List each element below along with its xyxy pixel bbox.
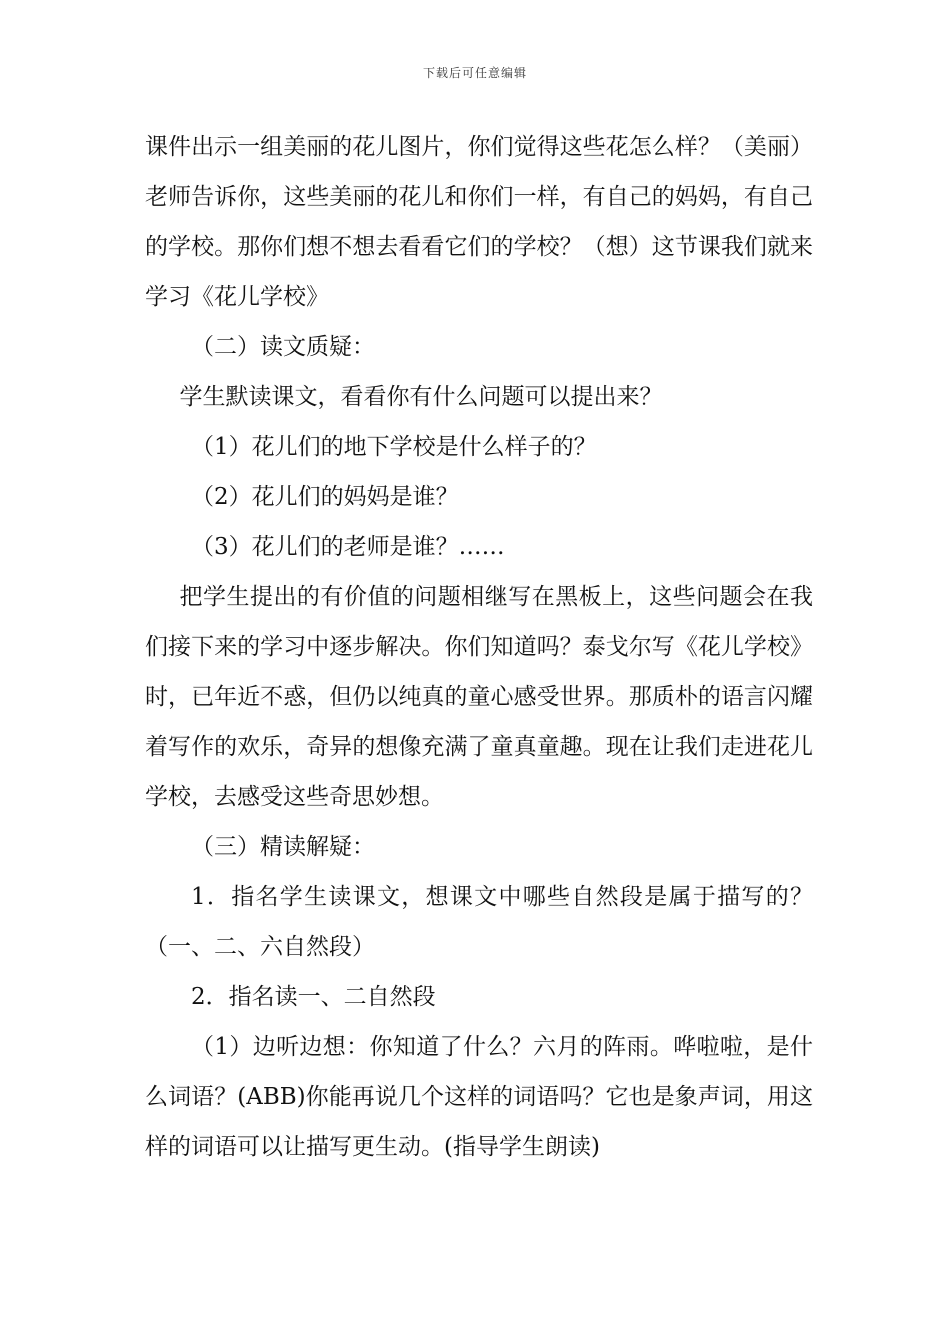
paragraph-silent-reading: 学生默读课文，看看你有什么问题可以提出来？ [179, 384, 663, 410]
document-body [145, 122, 813, 1172]
question-1: （1）花儿们的地下学校是什么样子的？ [191, 434, 597, 460]
question-3: （3）花儿们的老师是谁？…… [191, 534, 505, 560]
step-2-sub-1: （1）边听边想：你知道了什么？六月的阵雨。哗啦啦，是什么词语？(ABB)你能再说几个这样的词语吗？它也是象声词，用这样的词语可以让描写更生动。(指导学生朗读) [145, 1034, 813, 1160]
step-1: 1．指名学生读课文，想课文中哪些自然段是属于描写的？（一、二、六自然段） [145, 884, 813, 960]
page-header: 下载后可任意编辑 [422, 66, 527, 80]
section-heading-3: （三）精读解疑： [191, 834, 375, 860]
paragraph-tagore: 把学生提出的有价值的问题相继写在黑板上，这些问题会在我们接下来的学习中逐步解决。你们知道吗？泰戈尔写《花儿学校》时，已年近不惑，但仍以纯真的童心感受世界。那质朴的语言闪耀着写作的欢乐，奇异的想像充满了童真童趣。现在让我们走进花儿学校，去感受这些奇思妙想。 [145, 584, 813, 810]
paragraph-intro: 课件出示一组美丽的花儿图片，你们觉得这些花怎么样？（美丽）老师告诉你，这些美丽的花儿和你们一样，有自己的妈妈，有自己的学校。那你们想不想去看看它们的学校？（想）这节课我们就来学习《花儿学校》 [145, 134, 813, 310]
step-2: 2．指名读一、二自然段 [191, 984, 436, 1010]
section-heading-2: （二）读文质疑： [191, 334, 375, 360]
question-2: （2）花儿们的妈妈是谁？ [191, 484, 459, 510]
